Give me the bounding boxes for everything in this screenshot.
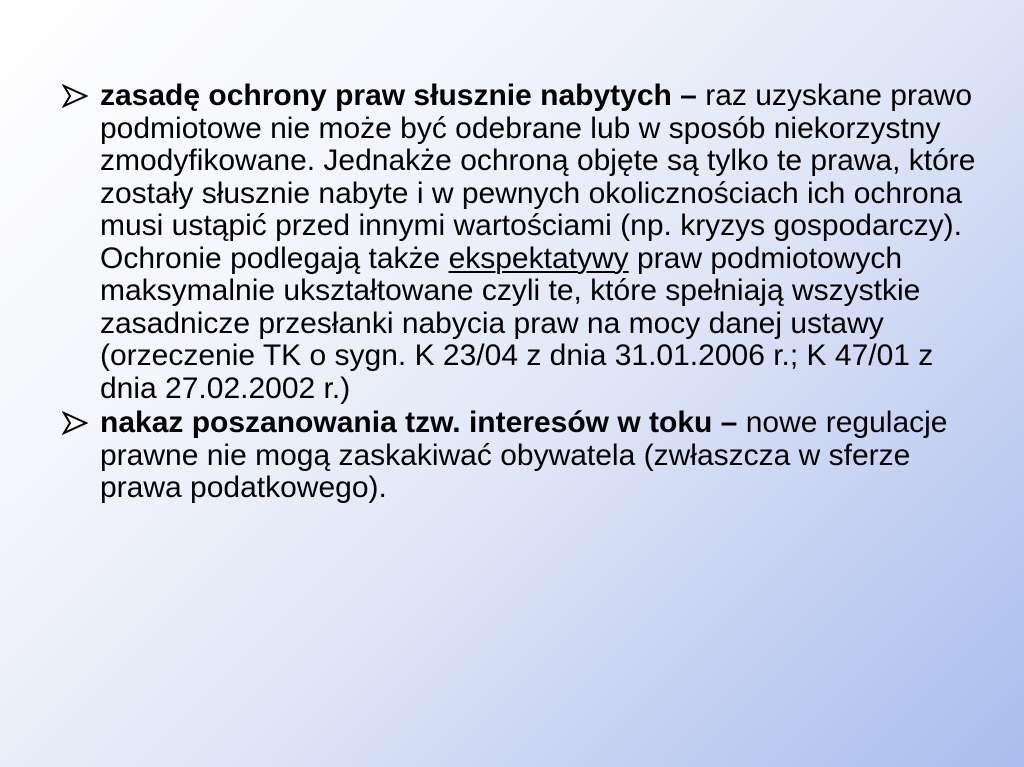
bullet-item-interests-in-progress (62, 407, 982, 505)
bullet-heading-acquired-rights: zasadę ochrony praw słusznie nabytych – (100, 79, 697, 112)
arrow-bullet-icon (62, 410, 88, 436)
bullet-item-acquired-rights (62, 80, 982, 405)
bullet-text-interests-in-progress: nowe regulacje prawne nie mogą zaskakiwać obywatela (zwłaszcza w sferze prawa podatkowego). (100, 406, 948, 504)
arrow-bullet-icon (62, 83, 88, 109)
ekspektatywy-link[interactable]: ekspektatywy (448, 241, 629, 275)
bullet-text-acquired-rights-part2: praw podmiotowych maksymalnie ukształtowane czyli te, które spełniają wszystkie zasadnicze przesłanki nabycia praw na mocy danej ustawy (orzeczenie TK o sygn. K 23/04 z dnia 31.01.2006 r.; K 47/01 z dnia 27.02.2002 r.) (100, 241, 934, 405)
slide-content (62, 80, 982, 507)
bullet-text-acquired-rights-part1: raz uzyskane prawo podmiotowe nie może być odebrane lub w sposób niekorzystny zmodyfikowane. Jednakże ochroną objęte są tylko te prawa, które zostały słusznie nabyte i w pewnych okolicznościach ich ochrona musi ustąpić przed innymi wartościami (np. kryzys gospodarczy). Ochronie podlegają także (100, 79, 976, 275)
bullet-heading-interests-in-progress: nakaz poszanowania tzw. interesów w toku – (100, 406, 738, 439)
